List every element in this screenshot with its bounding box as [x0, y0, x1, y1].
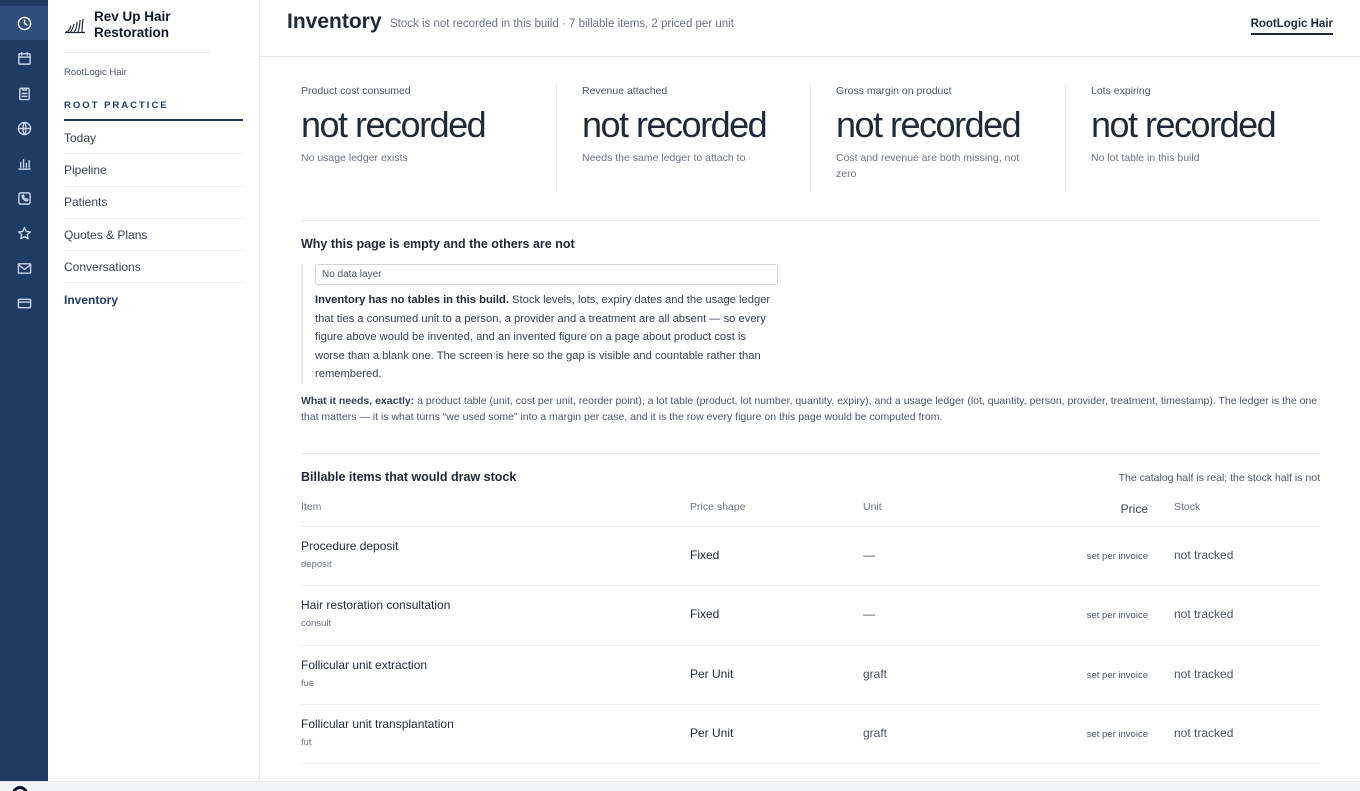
kpi-card: [810, 85, 1065, 191]
kpi-card: [1065, 85, 1320, 191]
billable-section-title: Billable items that would draw stock: [301, 470, 517, 484]
kpi-label: Revenue attached: [582, 85, 668, 97]
kpi-label: Gross margin on product: [836, 85, 952, 97]
mail-icon: [17, 261, 32, 276]
needs-lead: What it needs, exactly:: [301, 395, 415, 407]
table-row[interactable]: [301, 646, 1320, 705]
brand-divider: [64, 52, 210, 53]
item-code: consult: [301, 618, 332, 630]
unit: graft: [863, 666, 888, 681]
price: set per invoice: [1086, 728, 1148, 740]
practice-label: ROOT PRACTICE: [64, 100, 243, 121]
price: set per invoice: [1086, 669, 1148, 681]
column-header-price-shape: Price shape: [690, 501, 746, 513]
calendar-icon: [17, 51, 32, 66]
kpi-value: not recorded: [301, 104, 486, 145]
brand-name: Rev Up Hair Restoration: [94, 9, 171, 40]
item-name: Hair restoration consultation: [301, 598, 451, 613]
kpi-row: [301, 85, 1320, 191]
item-code: fue: [301, 677, 315, 689]
sidebar: [48, 0, 260, 781]
rail-phone-button[interactable]: [0, 181, 48, 215]
unit: graft: [863, 725, 888, 740]
rail-mail-button[interactable]: [0, 251, 48, 285]
needs-text: a product table (unit, cost per unit, reorder point), a lot table (product, lot number, quantity, expiry), and a usage ledger (lot, quantity, person, provider, treatment, timestamp). The ledger is the one that matters — it is what turns “we used some” into a margin per case, and it is the row every figure on this page would be computed from.: [301, 395, 1318, 423]
globe-icon: [17, 121, 32, 136]
price-shape: Per Unit: [690, 725, 734, 740]
brand-logo-icon: [64, 14, 86, 36]
section-divider: [301, 220, 1320, 221]
sidebar-item-today[interactable]: Today: [64, 122, 243, 154]
needs-paragraph: [301, 393, 1320, 425]
kpi-note: No usage ledger exists: [301, 152, 408, 164]
price-shape: Fixed: [690, 548, 720, 562]
kpi-label: Lots expiring: [1091, 85, 1151, 97]
kpi-card: [301, 85, 556, 191]
table-row[interactable]: [301, 705, 1320, 764]
why-lead: Inventory has no tables in this build.: [315, 294, 509, 306]
sidebar-item-quotes-plans[interactable]: Quotes & Plans: [64, 219, 243, 251]
kpi-note: Cost and revenue are both missing, not zero: [836, 152, 1020, 180]
table-header: [301, 497, 1320, 527]
item-code: deposit: [301, 559, 332, 570]
rail-globe-button[interactable]: [0, 111, 48, 145]
icon-rail: [0, 0, 48, 781]
column-header-stock: Stock: [1174, 501, 1201, 513]
item-name: Follicular unit transplantation: [301, 716, 454, 731]
kpi-label: Product cost consumed: [301, 85, 411, 97]
page-subtitle: Stock is not recorded in this build · 7 billable items, 2 priced per unit: [390, 18, 734, 30]
sidebar-item-patients[interactable]: Patients: [64, 187, 243, 219]
price: set per invoice: [1086, 551, 1148, 562]
rail-today-button[interactable]: [0, 6, 48, 40]
page-title: Inventory: [287, 10, 382, 33]
column-header-unit: Unit: [863, 501, 882, 513]
kpi-value: not recorded: [582, 104, 767, 145]
price: set per invoice: [1086, 610, 1148, 622]
sidebar-item-pipeline[interactable]: Pipeline: [64, 154, 243, 186]
why-section-title: Why this page is empty and the others are not: [301, 237, 575, 251]
price-shape: Fixed: [690, 607, 720, 622]
page-header: [260, 0, 1360, 57]
unit: —: [863, 548, 875, 562]
table-row[interactable]: [301, 586, 1320, 645]
sidebar-item-conversations[interactable]: Conversations: [64, 251, 243, 283]
rail-star-button[interactable]: [0, 216, 48, 250]
price-shape: Per Unit: [690, 666, 734, 681]
clock-icon: [17, 16, 32, 31]
item-name: Follicular unit extraction: [301, 657, 428, 672]
stock: not tracked: [1174, 548, 1234, 562]
column-header-price: Price: [1120, 502, 1148, 516]
item-name: Procedure deposit: [301, 539, 399, 553]
kpi-value: not recorded: [836, 104, 1021, 145]
sidebar-item-inventory[interactable]: Inventory: [64, 292, 119, 307]
billable-note: The catalog half is real; the stock half is not: [1118, 472, 1320, 484]
stock: not tracked: [1174, 666, 1234, 681]
rail-chart-button[interactable]: [0, 146, 48, 180]
rail-clipboard-button[interactable]: [0, 76, 48, 110]
column-header-item: Item: [301, 501, 322, 513]
why-callout: [301, 264, 778, 384]
clipboard-icon: [17, 86, 32, 101]
why-body: [315, 291, 778, 384]
bottom-bar: [0, 781, 1360, 791]
kpi-card: [556, 85, 810, 191]
table-row[interactable]: [301, 527, 1320, 586]
sidebar-nav: [64, 122, 243, 316]
brand[interactable]: [64, 9, 204, 41]
kpi-note: Needs the same ledger to attach to: [582, 152, 746, 164]
stock: not tracked: [1174, 725, 1234, 740]
kpi-note: No lot table in this build: [1091, 152, 1200, 164]
billable-table: [301, 497, 1320, 764]
no-data-layer-tag: No data layer: [315, 264, 778, 285]
bar-chart-icon: [17, 156, 32, 171]
org-name: RootLogic Hair: [64, 67, 127, 78]
section-divider: [301, 453, 1320, 454]
rail-calendar-button[interactable]: [0, 41, 48, 75]
unit: —: [863, 607, 875, 622]
kpi-value: not recorded: [1091, 104, 1276, 145]
phone-icon: [17, 191, 32, 206]
tenant-link[interactable]: RootLogic Hair: [1251, 18, 1333, 35]
star-icon: [17, 226, 32, 241]
item-code: fut: [301, 736, 312, 748]
credit-card-icon: [17, 296, 32, 311]
why-text: Stock levels, lots, expiry dates and the usage ledger that ties a consumed unit to a person, a provider and a treatment are all absent — so every figure above would be invented, and an invented figure on a page about product cost is worse than a blank one. The screen is here so the gap is visible and countable rather than remembered.: [315, 294, 771, 381]
rail-billing-button[interactable]: [0, 286, 48, 320]
stock: not tracked: [1174, 607, 1234, 622]
